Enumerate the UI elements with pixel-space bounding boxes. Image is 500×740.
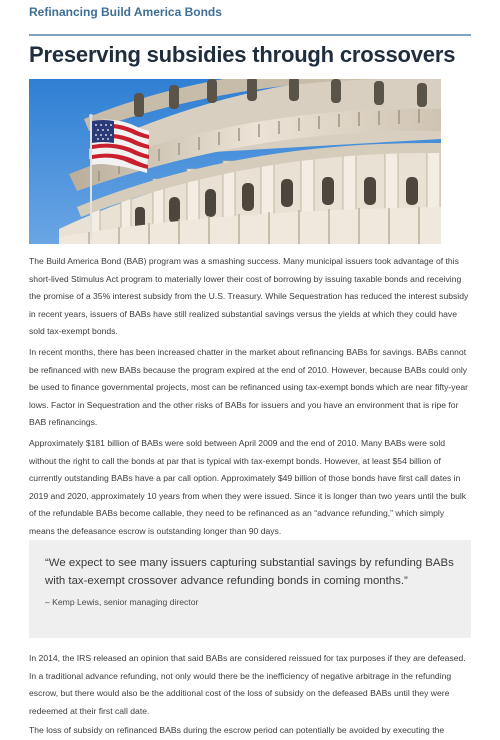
pull-quote-text: “We expect to see many issuers capturing substantial savings by refunding BABs with tax-exempt crossover advance refunding bonds in coming months.”	[45, 557, 454, 587]
article-paragraph-5: The loss of subsidy on refinanced BABs during the escrow period can potentially be avoided by executing the	[29, 725, 445, 735]
hero-image	[29, 79, 441, 244]
pull-quote	[29, 540, 471, 638]
article-paragraph-3: Approximately $181 billion of BABs were sold between April 2009 and the end of 2010. Many BABs were sold without the right to call the bonds at par that is typical with tax-exempt bonds. However, at least $54 billion of currently outstanding BABs have a par call option. Approximately $49 billion of those bonds have first call dates in 2019 and 2020, approximately 10 years from when they were issued. Since it is longer than two years until the bulk of the refundable BABs become callable, they need to be refinanced as an “advance refunding,” which simply means the defeasance escrow is outstanding longer than 90 days.	[29, 438, 467, 536]
article-paragraph-1: The Build America Bond (BAB) program was a smashing success. Many municipal issuers took advantage of this short-lived Stimulus Act program to materially lower their cost of borrowing by issuing taxable bonds and receiving the promise of a 35% interest subsidy from the U.S. Treasury. While Sequestration has reduced the interest subsidy in recent years, issuers of BABs have still realized substantial savings versus the yields at which they could have sold tax-exempt bonds.	[29, 256, 469, 336]
section-kicker[interactable]: Refinancing Build America Bonds	[29, 5, 222, 19]
capitol-illustration	[29, 79, 441, 244]
page-title: Preserving subsidies through crossovers	[29, 42, 456, 67]
header-divider	[29, 34, 471, 36]
article-paragraph-2: In recent months, there has been increased chatter in the market about refinancing BABs for savings. BABs cannot be refinanced with new BABs because the program expired at the end of 2010. However, because BABs could only be used to finance governmental projects, most can be refinanced using tax-exempt bonds which are near fifty-year lows. Factor in Sequestration and the other risks of BABs for issuers and you have an environment that is ripe for BAB refinancings.	[29, 347, 468, 427]
article-paragraph-4: In 2014, the IRS released an opinion that said BABs are considered reissued for tax purposes if they are defeased. In a traditional advance refunding, not only would there be the inefficiency of negative arbitrage in the refunding escrow, but there would also be the additional cost of the loss of subsidy on the defeased BABs until they were redeemed at their first call date.	[29, 653, 466, 716]
pull-quote-attribution: – Kemp Lewis, senior managing director	[45, 597, 199, 607]
